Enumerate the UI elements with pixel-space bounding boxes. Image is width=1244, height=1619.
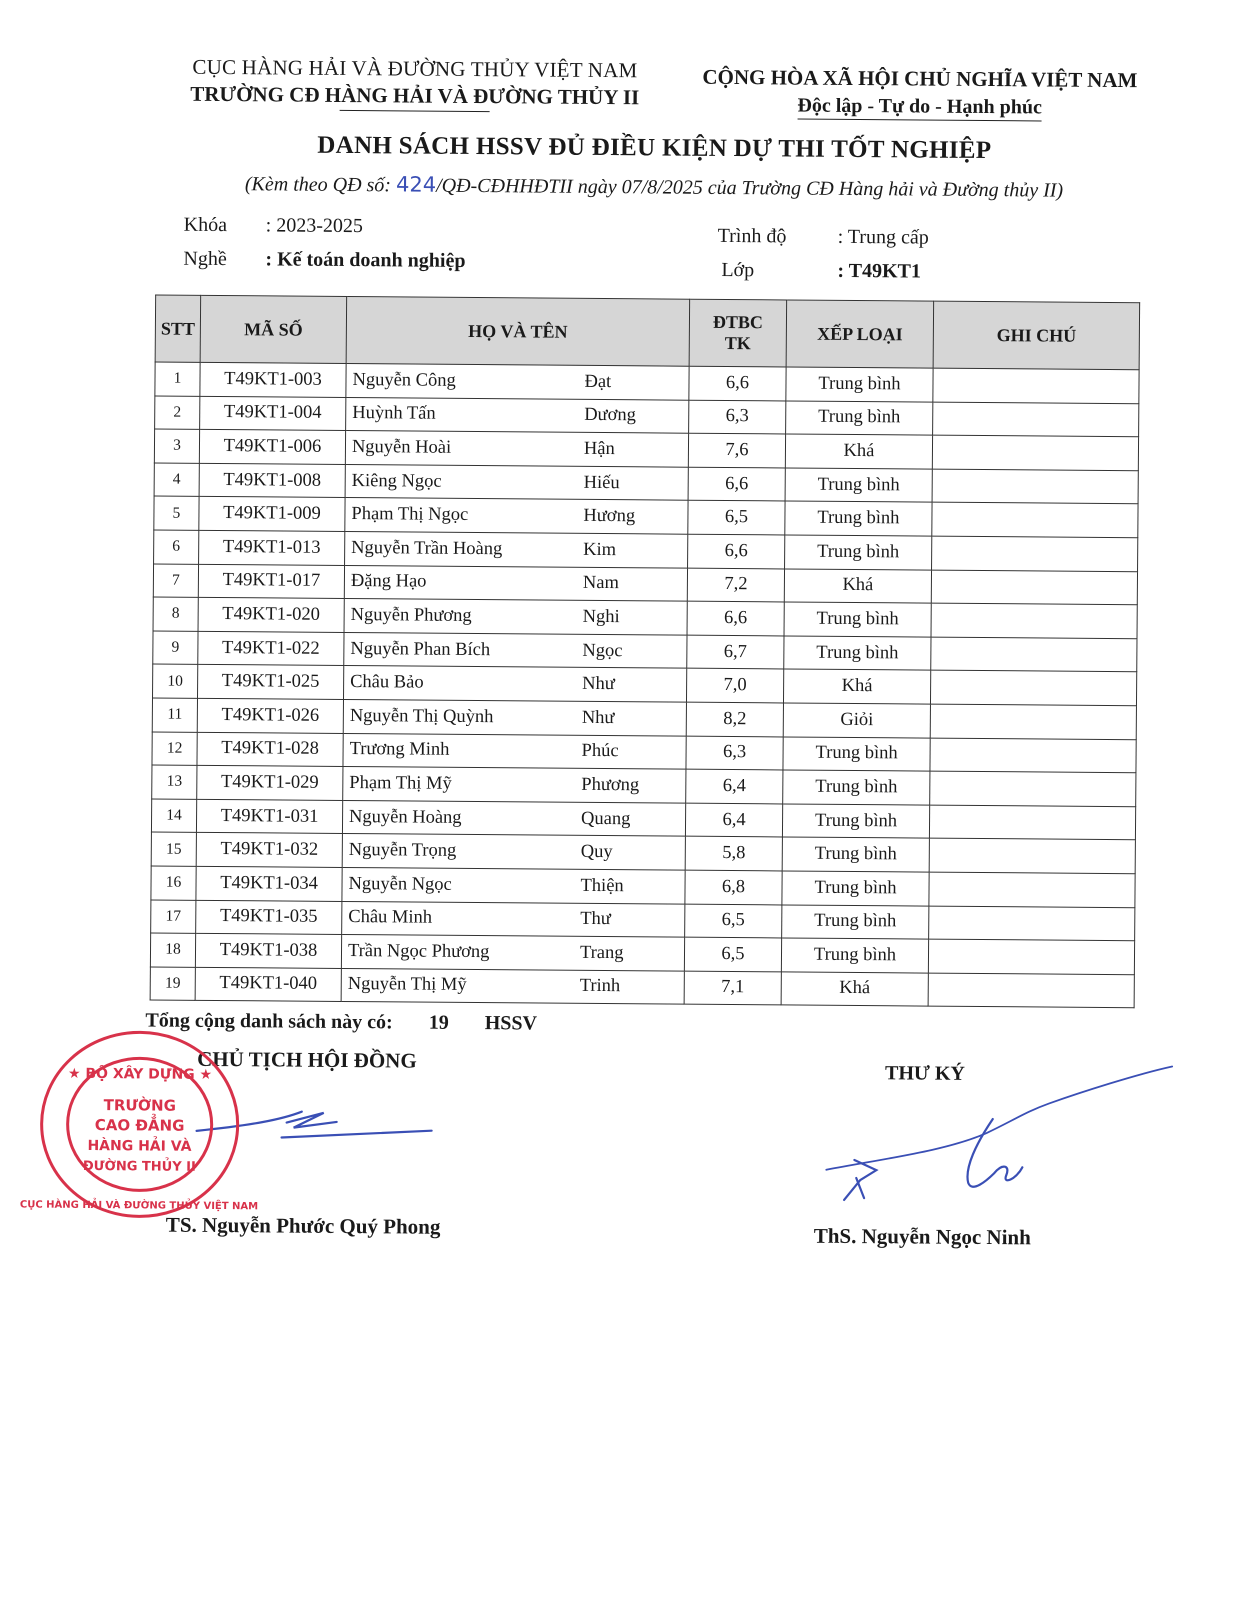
cell-dtbc: 8,2 [686,702,783,736]
chairman-title: CHỦ TỊCH HỘI ĐỒNG [197,1046,417,1073]
cell-xep-loai: Khá [784,569,931,604]
cell-xep-loai: Trung bình [786,401,933,436]
cell-ho-ten [344,599,687,635]
table-body [150,362,1139,1008]
cell-ma-so: T49KT1-006 [199,430,345,465]
cell-ghi-chu [932,469,1138,504]
agency-name: CỤC HÀNG HẢI VÀ ĐƯỜNG THỦY VIỆT NAM [192,54,638,83]
cell-ho-ten [341,935,684,971]
cell-ten: Quang [580,808,631,829]
cell-ghi-chu [931,570,1137,605]
meta-nghe-label: Nghề [183,247,227,271]
cell-stt: 7 [153,564,198,598]
cell-ho: Nguyễn Ngọc [348,873,452,895]
cell-ghi-chu [928,939,1134,974]
cell-xep-loai: Khá [785,434,932,469]
document-subtitle [154,170,1154,203]
cell-ho: Đặng Hạo [350,571,427,592]
cell-ten: Trinh [579,976,621,997]
secretary-title: THƯ KÝ [884,1062,965,1085]
document-title: DANH SÁCH HSSV ĐỦ ĐIỀU KIỆN DỰ THI TỐT NGHIỆP [317,131,992,165]
subtitle-prefix: (Kèm theo QĐ số: [244,173,397,197]
header-underline [340,110,490,112]
cell-ghi-chu [931,637,1137,672]
cell-ho: Nguyễn Công [352,369,456,391]
cell-ten: Hương [583,506,636,527]
meta-trinhdo-value: : Trung cấp [837,225,929,249]
header-dtbc [689,299,787,367]
seal-line-3: HÀNG HẢI VÀ [87,1137,192,1155]
cell-ten: Trang [579,942,624,964]
cell-dtbc: 6,5 [688,501,785,535]
cell-stt: 6 [154,530,199,564]
cell-xep-loai: Trung bình [784,602,931,637]
cell-stt: 14 [151,799,196,833]
meta-khoa-label: Khóa [183,213,228,237]
cell-ten: Dương [584,405,636,426]
cell-stt: 11 [152,698,197,732]
cell-xep-loai: Trung bình [784,636,931,671]
cell-xep-loai: Giỏi [783,703,930,738]
seal-line-4: ĐƯỜNG THỦY II [82,1158,196,1175]
header-national [685,65,1155,123]
cell-ghi-chu [932,502,1138,537]
cell-ghi-chu [932,536,1138,571]
cell-ho: Nguyễn Trọng [348,840,457,861]
cell-xep-loai: Trung bình [785,535,932,570]
meta-nghe-value: : Kế toán doanh nghiệp [265,248,466,272]
header-ma-so: MÃ SỐ [200,295,347,363]
cell-ho: Nguyễn Hoài [351,437,452,458]
cell-xep-loai: Trung bình [783,770,930,805]
cell-ho: Kiêng Ngọc [351,470,442,492]
cell-stt: 10 [153,664,198,698]
cell-ho-ten [346,397,689,433]
cell-ho: Châu Minh [348,907,433,928]
cell-ho-ten [345,464,688,500]
cell-ten: Nam [582,573,619,594]
cell-ma-so: T49KT1-035 [196,900,342,935]
cell-ten: Hận [583,438,615,460]
cell-stt: 13 [152,765,197,799]
cell-ten: Hiếu [583,472,620,493]
total-count: 19 [428,1011,449,1034]
cell-ma-so: T49KT1-034 [196,866,342,901]
cell-xep-loai: Trung bình [785,468,932,503]
cell-ma-so: T49KT1-028 [197,732,343,767]
cell-dtbc: 6,8 [685,870,782,904]
cell-ho-ten [344,632,687,668]
cell-stt: 5 [154,496,199,530]
cell-ghi-chu [929,906,1135,941]
cell-ho-ten [345,531,688,567]
cell-ma-so: T49KT1-022 [198,631,344,666]
cell-ma-so: T49KT1-009 [199,497,345,532]
cell-stt: 15 [151,832,196,866]
cell-xep-loai: Trung bình [786,367,933,402]
cell-dtbc: 6,6 [687,601,784,635]
cell-ho-ten [345,431,688,467]
cell-stt: 18 [150,933,195,967]
cell-ho: Nguyễn Thị Mỹ [347,974,467,996]
student-table [150,294,1141,1008]
cell-ho-ten [345,498,688,534]
cell-ghi-chu [929,838,1135,873]
seal-top-text: ★ BỘ XÂY DỰNG ★ [67,1065,213,1083]
header-organization [175,55,655,114]
country-name: CỘNG HÒA XÃ HỘI CHỦ NGHĨA VIỆT NAM [702,64,1138,93]
meta-lop [721,259,921,284]
national-motto: Độc lập - Tự do - Hạnh phúc [797,95,1042,122]
meta-khoa [184,214,363,238]
cell-ho: Nguyễn Hoàng [348,806,462,828]
cell-ma-so: T49KT1-029 [197,765,343,800]
meta-lop-label: Lớp [721,258,755,282]
cell-ho-ten [343,733,686,769]
cell-dtbc: 6,4 [685,803,782,837]
cell-stt: 8 [153,597,198,631]
cell-ho-ten [343,666,686,702]
cell-dtbc: 6,6 [688,467,785,501]
cell-ghi-chu [929,805,1135,840]
cell-ma-so: T49KT1-020 [198,597,344,632]
cell-xep-loai: Trung bình [782,871,929,906]
school-name: TRƯỜNG CĐ HÀNG HẢI VÀ ĐƯỜNG THỦY II [190,81,640,110]
cell-ho: Nguyễn Phương [350,604,472,626]
cell-ho-ten [343,767,686,803]
cell-xep-loai: Trung bình [783,736,930,771]
decision-number: 424 [395,172,437,197]
meta-khoa-value: : 2023-2025 [265,214,364,238]
table-header-row [155,295,1139,370]
cell-ma-so: T49KT1-004 [200,396,346,431]
seal-line-2: CAO ĐẲNG [94,1116,185,1135]
cell-xep-loai: Trung bình [782,837,929,872]
cell-ten: Thư [580,909,611,930]
meta-trinhdo-label: Trình độ [717,224,787,248]
cell-stt: 2 [155,396,200,430]
cell-dtbc: 7,0 [686,669,783,703]
cell-dtbc: 7,1 [684,971,781,1005]
cell-ten: Ngọc [582,640,623,661]
cell-dtbc: 5,8 [685,836,782,870]
seal-outer-text: CỤC HÀNG HẢI VÀ ĐƯỜNG THỦY VIỆT NAM [19,1199,259,1213]
cell-stt: 16 [151,866,196,900]
cell-ho: Huỳnh Tấn [352,403,436,425]
cell-ma-so: T49KT1-032 [196,833,342,868]
cell-ten: Quy [580,841,613,863]
cell-stt: 19 [150,967,195,1001]
total-label: Tổng cộng danh sách này có: [145,1009,393,1034]
cell-ma-so: T49KT1-003 [200,362,346,397]
cell-xep-loai: Trung bình [782,804,929,839]
cell-xep-loai: Trung bình [785,501,932,536]
cell-ghi-chu [930,670,1136,705]
cell-ten: Đạt [584,371,612,392]
cell-ten: Phương [581,774,640,796]
cell-dtbc: 7,6 [688,433,785,467]
cell-ten: Phúc [581,741,619,762]
cell-stt: 3 [154,429,199,463]
cell-ghi-chu [930,704,1136,739]
cell-ho: Nguyễn Phan Bích [350,638,491,660]
secretary-name: ThS. Nguyễn Ngọc Ninh [813,1223,1031,1250]
cell-ma-so: T49KT1-026 [197,698,343,733]
cell-ho: Trương Minh [349,739,450,761]
header-dtbc-line1: ĐTBC [712,311,764,333]
cell-stt: 4 [154,463,199,497]
cell-ghi-chu [931,603,1137,638]
cell-ho: Phạm Thị Ngọc [351,504,469,526]
cell-ten: Thiện [580,875,624,896]
header-ho-ten: HỌ VÀ TÊN [346,296,690,366]
cell-dtbc: 6,7 [687,635,784,669]
cell-ho: Trần Ngọc Phương [347,940,490,963]
cell-ten: Nghi [582,606,620,628]
cell-xep-loai: Khá [781,972,928,1007]
cell-xep-loai: Khá [783,669,930,704]
cell-dtbc: 7,2 [687,568,784,602]
cell-xep-loai: Trung bình [781,938,928,973]
table-row [150,967,1134,1008]
cell-ma-so: T49KT1-040 [195,967,341,1002]
secretary-signature [816,1062,1177,1215]
cell-ho-ten [344,565,687,601]
cell-dtbc: 6,6 [688,534,785,568]
meta-nghe [183,248,465,273]
cell-ghi-chu [932,435,1138,470]
cell-ma-so: T49KT1-013 [199,530,345,565]
cell-ho-ten [342,834,685,870]
cell-ghi-chu [930,738,1136,773]
cell-ten: Kim [583,539,617,560]
cell-ho: Nguyễn Thị Quỳnh [349,705,494,727]
cell-ho-ten [342,901,685,937]
chairman-name: TS. Nguyễn Phước Quý Phong [165,1212,441,1239]
cell-ho: Châu Bảo [350,672,424,693]
header-xep-loai: XẾP LOẠI [786,300,934,368]
cell-ho-ten [346,363,689,399]
cell-ghi-chu [929,872,1135,907]
cell-xep-loai: Trung bình [782,904,929,939]
cell-ho-ten [343,699,686,735]
cell-ten: Như [582,674,615,695]
cell-ho-ten [342,800,685,836]
cell-ma-so: T49KT1-008 [199,463,345,498]
header-dtbc-line2: TK [724,332,751,354]
meta-lop-value: : T49KT1 [837,259,922,283]
seal-line-1: TRƯỜNG [103,1096,177,1115]
cell-stt: 17 [151,899,196,933]
cell-ma-so: T49KT1-017 [198,564,344,599]
cell-ho-ten [341,968,684,1004]
cell-stt: 12 [152,732,197,766]
cell-dtbc: 6,5 [685,904,782,938]
cell-dtbc: 6,3 [686,736,783,770]
cell-dtbc: 6,3 [689,400,786,434]
cell-ghi-chu [930,771,1136,806]
cell-dtbc: 6,4 [686,769,783,803]
total-unit: HSSV [484,1012,538,1035]
cell-ghi-chu [933,368,1139,403]
cell-ho: Nguyễn Trần Hoàng [351,537,503,559]
cell-ho-ten [342,867,685,903]
header-ghi-chu: GHI CHÚ [933,301,1140,370]
cell-stt: 1 [155,362,200,396]
cell-stt: 9 [153,631,198,665]
cell-ma-so: T49KT1-031 [196,799,342,834]
cell-ghi-chu [933,402,1139,437]
cell-ho: Phạm Thị Mỹ [349,772,452,794]
header-stt: STT [155,295,201,362]
cell-ma-so: T49KT1-038 [195,933,341,968]
cell-ghi-chu [928,973,1134,1008]
subtitle-suffix: /QĐ-CĐHHĐTII ngày 07/8/2025 của Trường CĐ Hàng hải và Đường thủy II) [436,174,1064,202]
cell-ma-so: T49KT1-025 [198,665,344,700]
cell-ten: Như [581,707,615,728]
cell-dtbc: 6,5 [684,937,781,971]
cell-dtbc: 6,6 [689,366,786,400]
official-seal [19,1026,259,1224]
meta-trinhdo [718,225,929,250]
